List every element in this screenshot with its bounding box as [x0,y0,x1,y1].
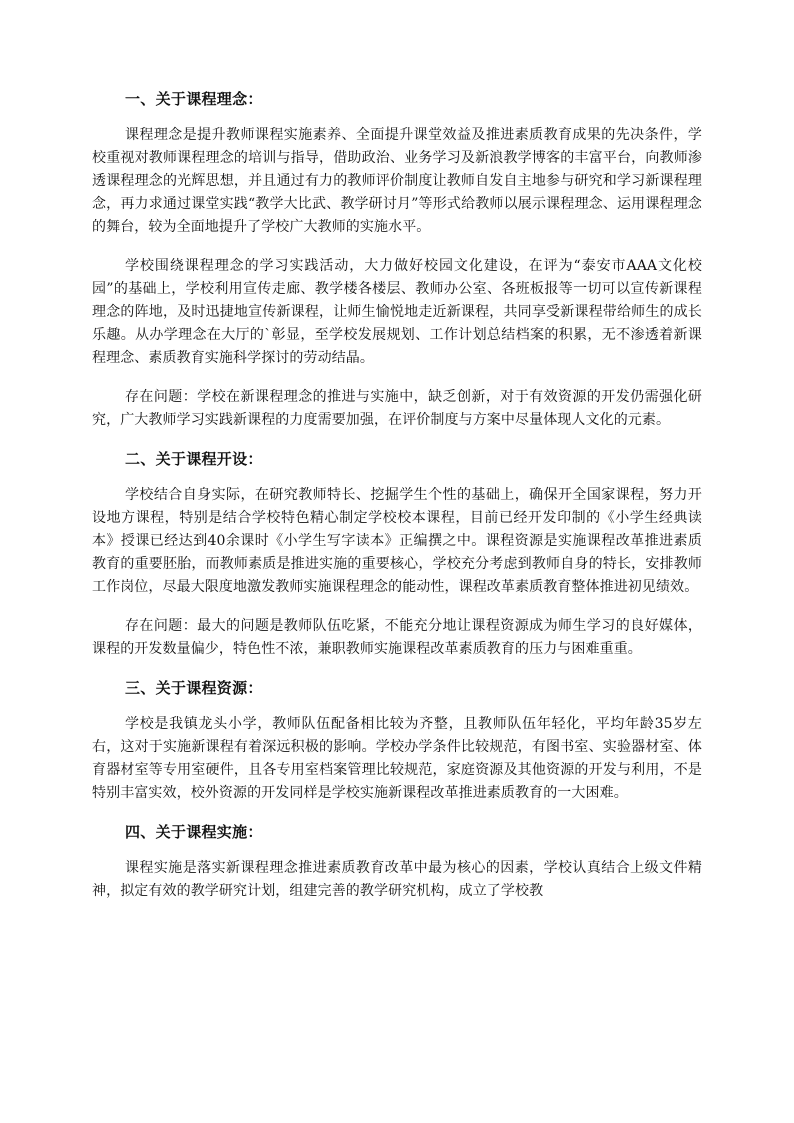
section-heading: 二、关于课程开设： [125,450,263,468]
document-page [92,88,702,919]
section-course-offering [92,448,702,661]
section-course-resources [92,677,702,805]
paragraph: 学校是我镇龙头小学，教师队伍配备相比较为齐整，且教师队伍年轻化，平均年龄35岁左右，这对于实施新课程有着深远积极的影响。学校办学条件比较规范，有图书室、实验器材室、体育器材室等专用室硬件，且各专用室档案管理比较规范，家庭资源及其他资源的开发与利用，不是特别丰富实效，校外资源的开发同样是学校实施新课程改革推进素质教育的一大困难。 [92,716,702,801]
section-course-philosophy [92,88,702,432]
paragraph: 学校围绕课程理念的学习实践活动，大力做好校园文化建设，在评为“泰安市AAA文化校园”的基础上，学校利用宣传走廊、教学楼各楼层、教师办公室、各班板报等一切可以宣传新课程理念的阵地，及时迅捷地宣传新课程，让师生愉悦地走近新课程，共同享受新课程带给师生的成长乐趣。从办学理念在大厅的`彰显，至学校发展规划、工作计划总结档案的积累，无不渗透着新课程理念、素质教育实施科学探讨的劳动结晶。 [92,258,702,366]
paragraph: 学校结合自身实际，在研究教师特长、挖掘学生个性的基础上，确保开全国家课程，努力开设地方课程，特别是结合学校特色精心制定学校校本课程，目前已经开发印制的《小学生经典读本》授课已经达到40余课时《小学生写字读本》正编撰之中。课程资源是实施课程改革推进素质教育的重要胚胎，而教师素质是推进实施的重要核心，学校充分考虑到教师自身的特长，安排教师工作岗位，尽最大限度地激发教师实施课程理念的能动性，课程改革素质教育整体推进初见绩效。 [92,487,702,595]
section-heading: 三、关于课程资源： [125,679,263,697]
paragraph: 课程理念是提升教师课程实施素养、全面提升课堂效益及推进素质教育成果的先决条件，学校重视对教师课程理念的培训与指导，借助政治、业务学习及新浪教学博客的丰富平台，向教师渗透课程理念的光辉思想，并且通过有力的教师评价制度让教师自发自主地参与研究和学习新课程理念，再力求通过课堂实践“教学大比武、教学研讨月”等形式给教师以展示课程理念、运用课程理念的舞台，较为全面地提升了学校广大教师的实施水平。 [92,127,702,235]
section-heading: 一、关于课程理念： [125,90,263,108]
section-course-implementation [92,821,702,903]
section-heading: 四、关于课程实施： [125,823,263,841]
paragraph: 课程实施是落实新课程理念推进素质教育改革中最为核心的因素，学校认真结合上级文件精神，拟定有效的教学研究计划，组建完善的教学研究机构，成立了学校教 [92,860,702,899]
paragraph: 存在问题：学校在新课程理念的推进与实施中，缺乏创新，对于有效资源的开发仍需强化研究，广大教师学习实践新课程的力度需要加强，在评价制度与方案中尽量体现人文化的元素。 [92,389,702,428]
paragraph: 存在问题：最大的问题是教师队伍吃紧，不能充分地让课程资源成为师生学习的良好媒体，课程的开发数量偏少，特色性不浓，兼职教师实施课程改革素质教育的压力与困难重重。 [92,618,702,657]
